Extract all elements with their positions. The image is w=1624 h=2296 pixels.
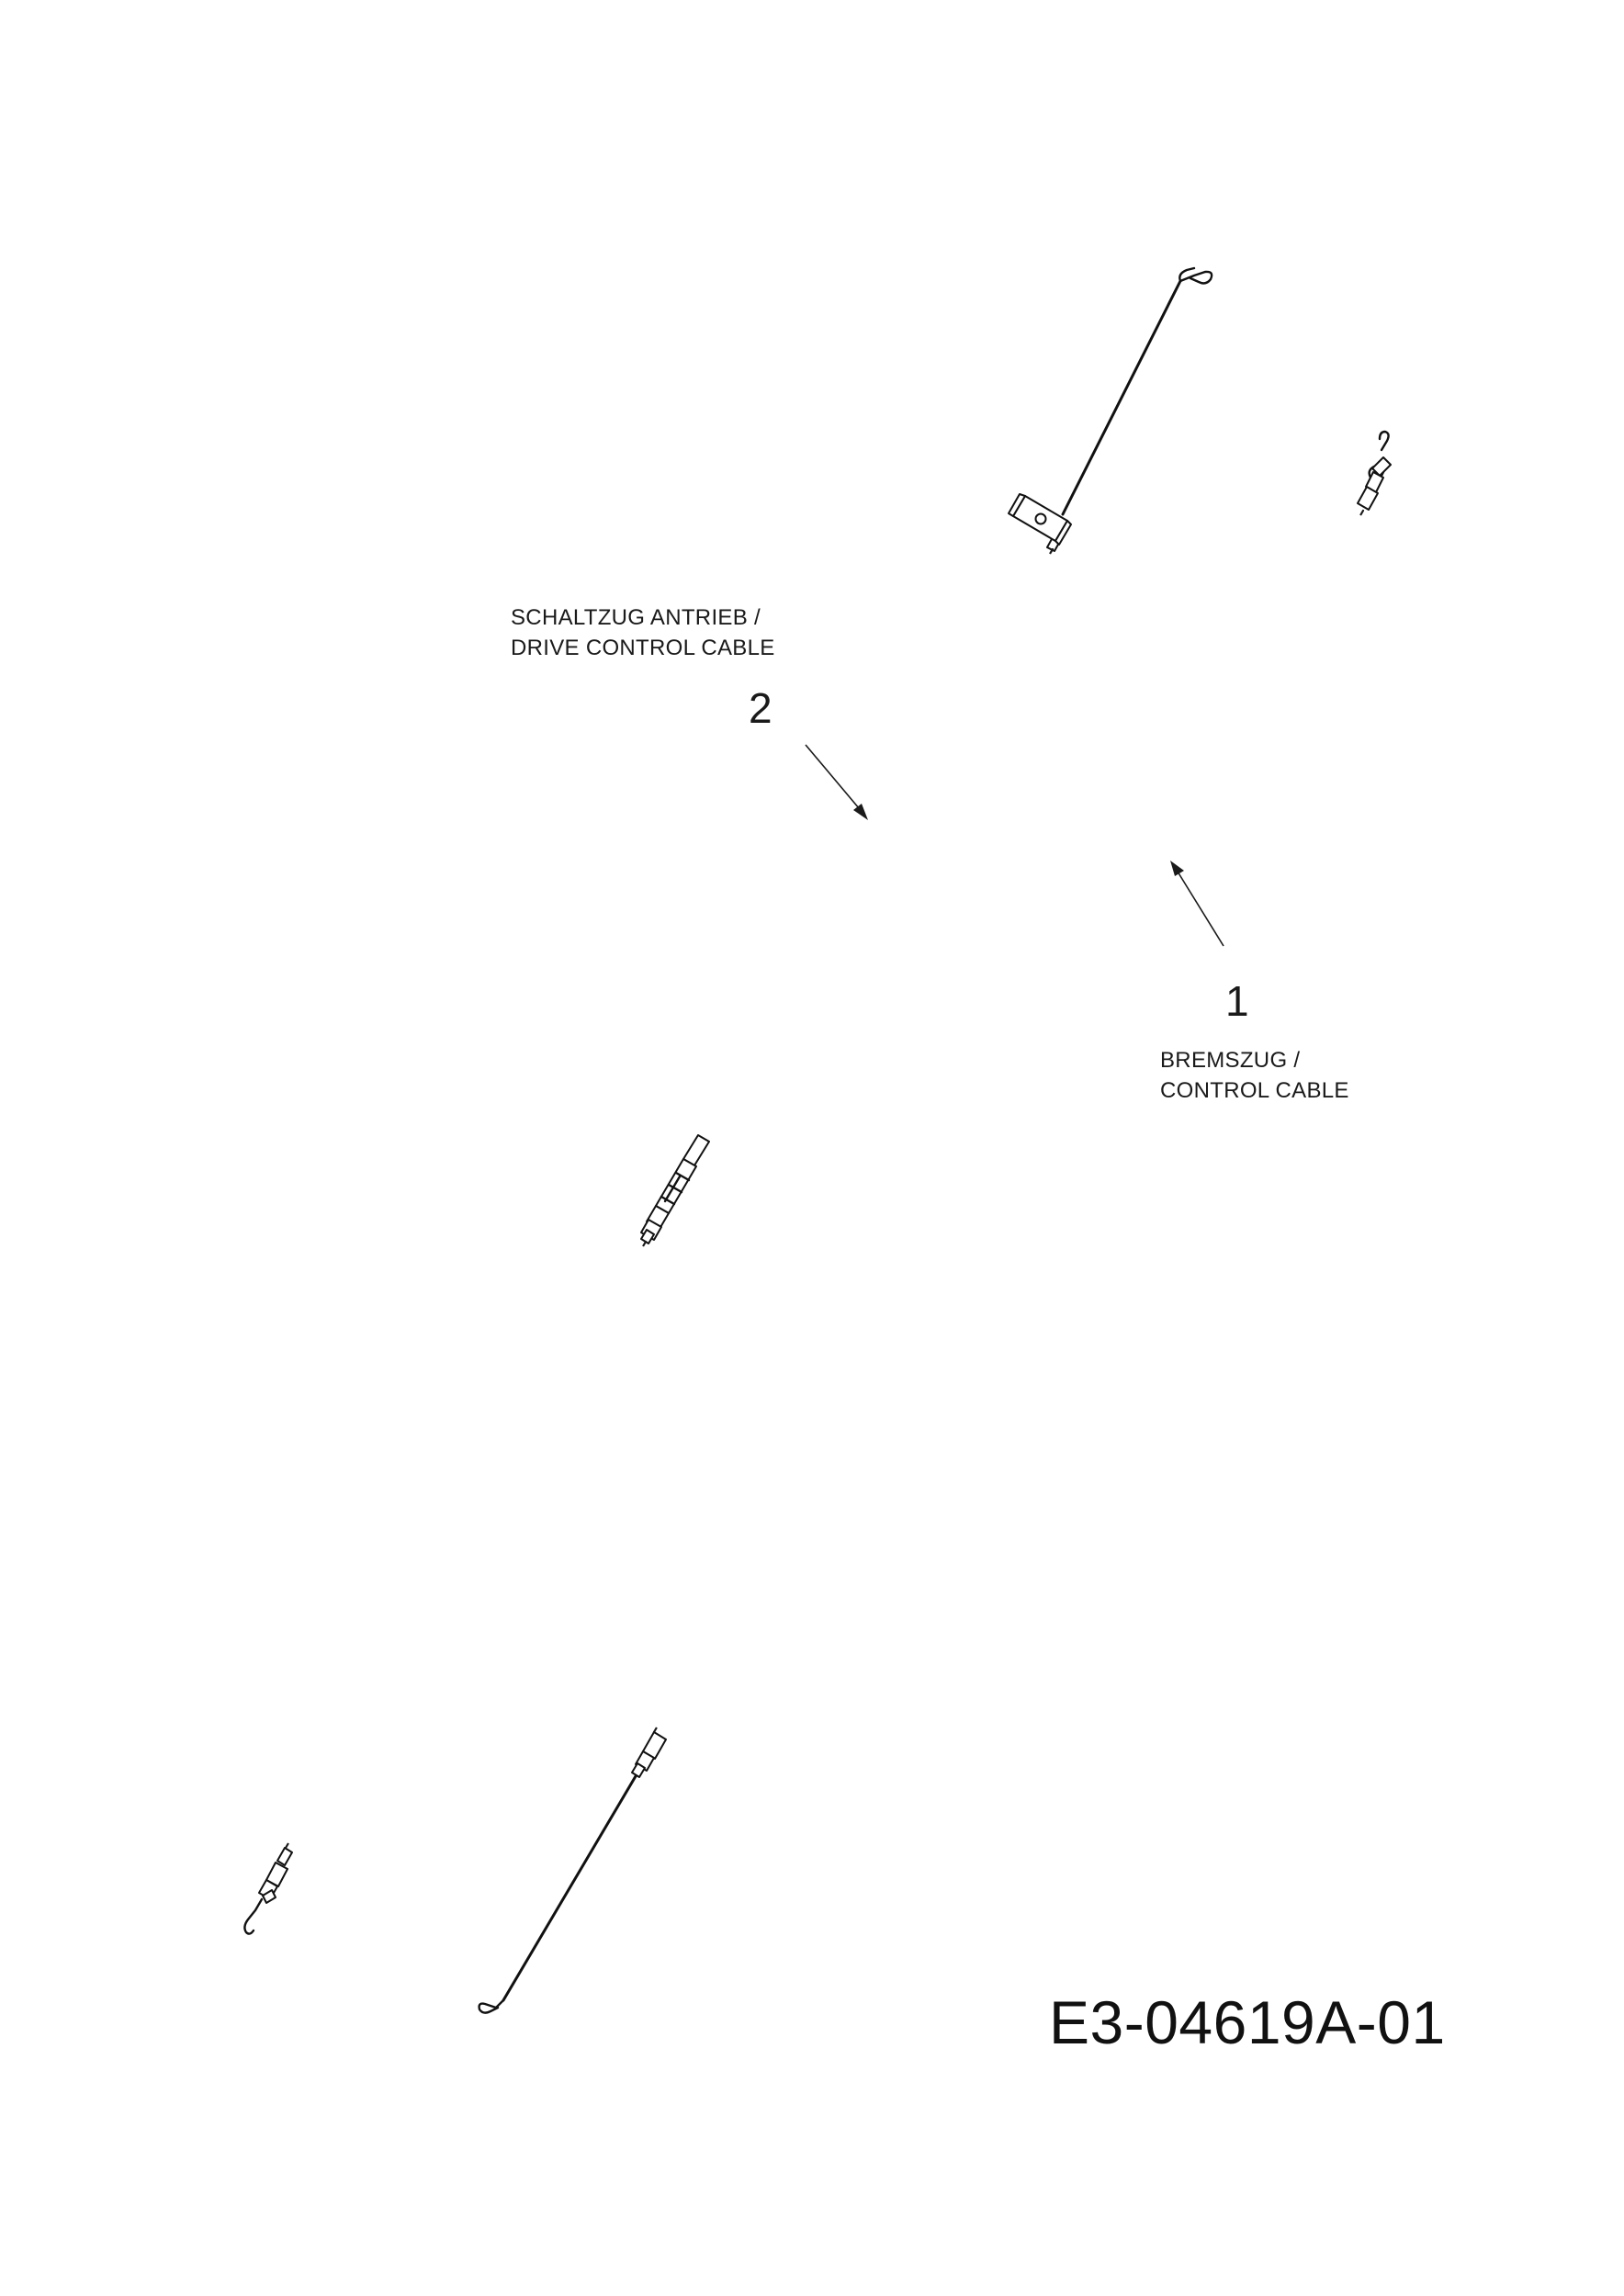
cable-2-bottom-fitting xyxy=(259,1848,292,1903)
drawing-number: E3-04619A-01 xyxy=(1049,1988,1446,2056)
leader-line-1 xyxy=(1170,861,1224,946)
brake-control-cable xyxy=(479,432,1391,2013)
cable-2-top-wire xyxy=(1063,281,1180,514)
drive-control-cable xyxy=(244,268,1212,1934)
cable-1-bottom-wire xyxy=(503,1776,636,2000)
cable-2-label-line1: SCHALTZUG ANTRIEB / xyxy=(511,605,761,630)
cable-2-label-line2: DRIVE CONTROL CABLE xyxy=(511,636,775,660)
cable-2-housing-lower-core xyxy=(288,1246,643,1843)
cable-1-callout-number: 1 xyxy=(1225,977,1249,1025)
cable-2-label xyxy=(511,602,775,663)
cable-1-label xyxy=(1160,1045,1349,1106)
cable-2-mounting-bracket xyxy=(1009,494,1071,545)
cable-2-bottom-hook xyxy=(244,1899,262,1934)
cable-2-top-hook xyxy=(1180,272,1212,284)
cable-2-adjuster xyxy=(641,1135,709,1244)
cable-1-bottom-ferrule xyxy=(632,1732,666,1777)
cable-1-label-line1: BREMSZUG / xyxy=(1160,1048,1301,1073)
cable-1-top-hook xyxy=(1380,432,1389,450)
cable-1-top-fitting xyxy=(1358,457,1391,510)
cable-2-callout-number: 2 xyxy=(749,684,773,732)
leader-line-2 xyxy=(806,745,868,820)
cable-1-label-line2: CONTROL CABLE xyxy=(1160,1078,1349,1103)
cable-1-bottom-hook xyxy=(479,2000,503,2013)
